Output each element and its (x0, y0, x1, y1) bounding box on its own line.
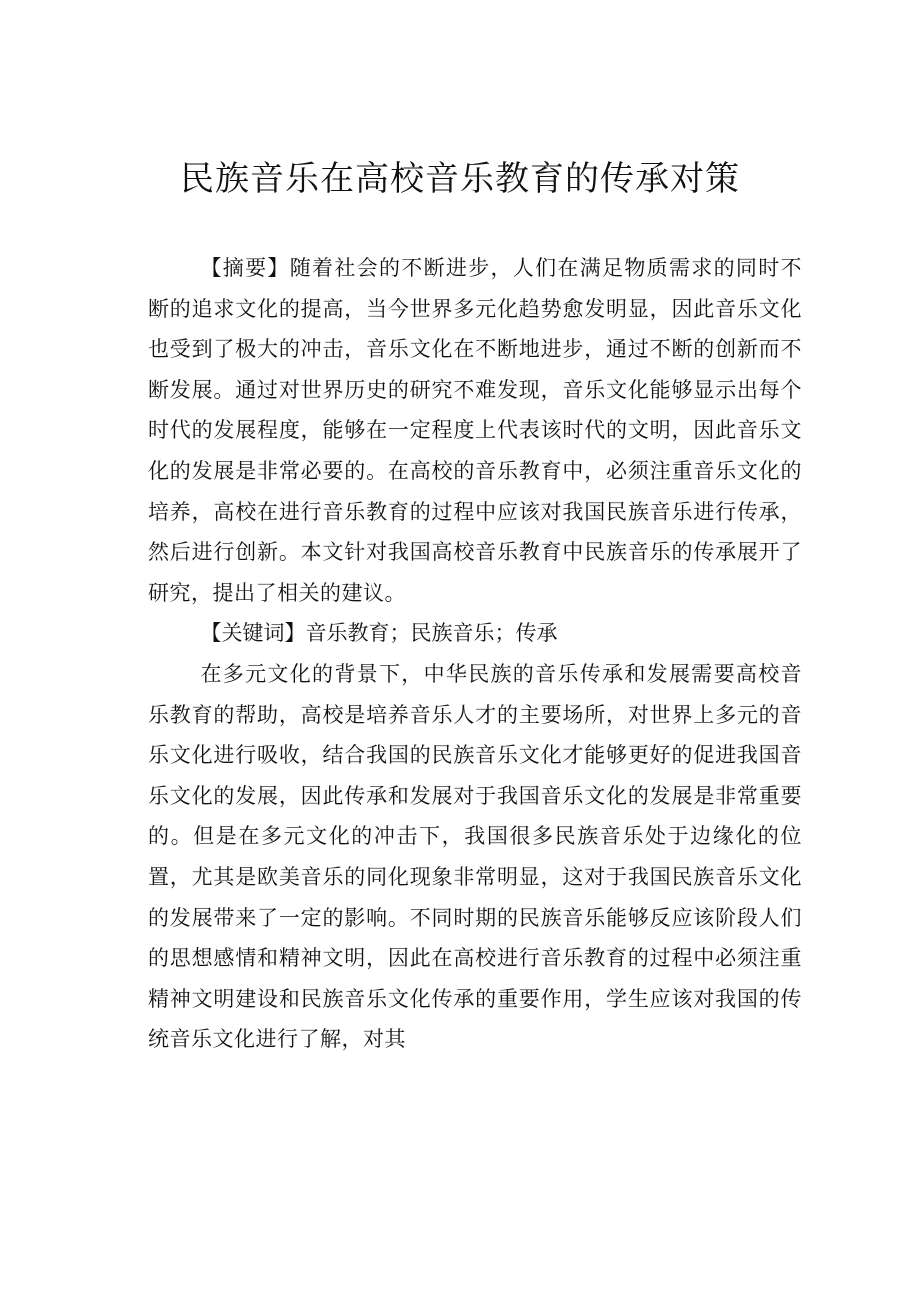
abstract-label: 【摘要】 (200, 256, 290, 280)
keywords-paragraph (148, 613, 802, 654)
document-title: 民族音乐在高校音乐教育的传承对策 (180, 159, 740, 199)
keywords-label: 【关键词】 (200, 621, 306, 646)
document-body (148, 248, 802, 1060)
abstract-paragraph (148, 248, 802, 613)
abstract-text: 随着社会的不断进步，人们在满足物质需求的同时不断的追求文化的提高，当今世界多元化趋势愈发明显，因此音乐文化也受到了极大的冲击，音乐文化在不断地进步，通过不断的创新而不断发展。通过对世界历史的研究不难发现，音乐文化能够显示出每个时代的发展程度，能够在一定程度上代表该时代的文明，因此音乐文化的发展是非常必要的。在高校的音乐教育中，必须注重音乐文化的培养，高校在进行音乐教育的过程中应该对我国民族音乐进行传承，然后进行创新。本文针对我国高校音乐教育中民族音乐的传承展开了研究，提出了相关的建议。 (148, 256, 803, 605)
keywords-text: 音乐教育；民族音乐；传承 (305, 621, 558, 646)
body-paragraph: 在多元文化的背景下，中华民族的音乐传承和发展需要高校音乐教育的帮助，高校是培养音乐人才的主要场所，对世界上多元的音乐文化进行吸收，结合我国的民族音乐文化才能够更好的促进我国音乐文化的发展，因此传承和发展对于我国音乐文化的发展是非常重要的。但是在多元文化的冲击下，我国很多民族音乐处于边缘化的位置，尤其是欧美音乐的同化现象非常明显，这对于我国民族音乐文化的发展带来了一定的影响。不同时期的民族音乐能够反应该阶段人们的思想感情和精神文明，因此在高校进行音乐教育的过程中必须注重精神文明建设和民族音乐文化传承的重要作用，学生应该对我国的传统音乐文化进行了解，对其 (148, 661, 802, 1052)
